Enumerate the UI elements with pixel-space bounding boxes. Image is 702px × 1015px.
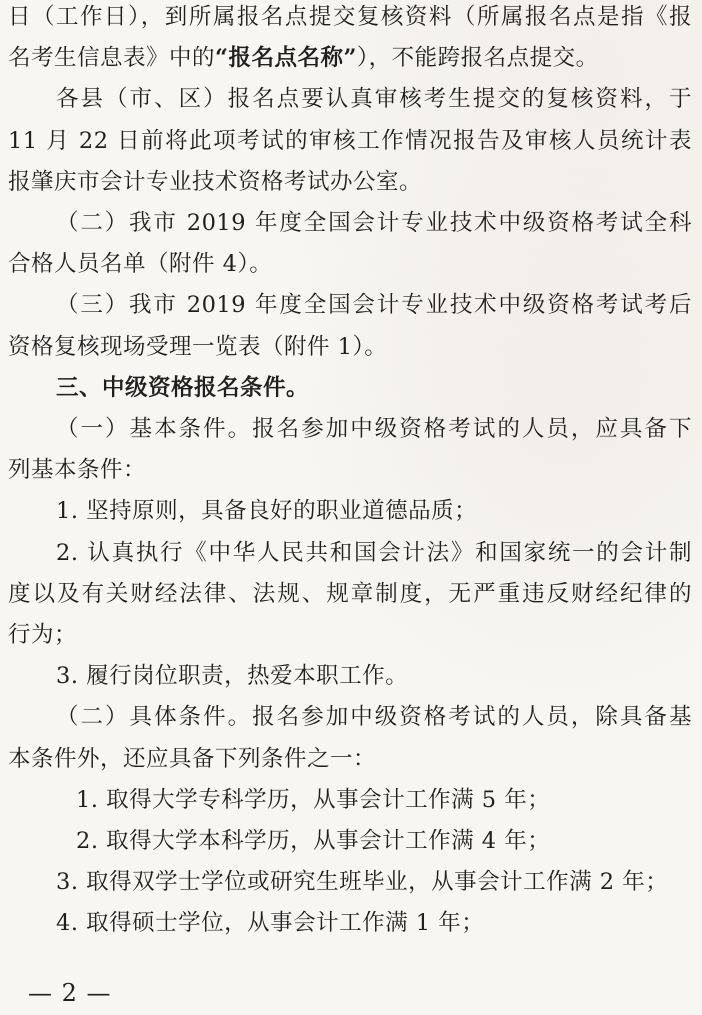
paragraph-line-15: 度以及有关财经法律、法规、规章制度，无严重违反财经纪律的: [8, 580, 692, 607]
line-2-part-a: 名考生信息表》中的: [8, 45, 216, 72]
page-number: — 2 —: [28, 979, 112, 1007]
paragraph-line-6: （二）我市 2019 年度全国会计专业技术中级资格考试全科: [56, 210, 692, 236]
paragraph-line-5: 报肇庆市会计专业技术资格考试办公室。: [8, 168, 423, 195]
paragraph-line-8: （三）我市 2019 年度全国会计专业技术中级资格考试考后: [56, 292, 692, 319]
paragraph-line-12: 列基本条件：: [8, 457, 147, 484]
section-heading-three: 三、中级资格报名条件。: [56, 374, 310, 401]
line-2-part-c: ），不能跨报名点提交。: [356, 45, 599, 72]
paragraph-line-7: 合格人员名单（附件 4）。: [8, 251, 273, 278]
paragraph-line-1: 日（工作日），到所属报名点提交复核资料（所属报名点是指《报: [8, 4, 692, 30]
paragraph-line-3: 各县（市、区）报名点要认真审核考生提交的复核资料，于: [56, 86, 692, 113]
list-item-specific-4: 4. 取得硕士学位，从事会计工作满 1 年；: [56, 910, 485, 937]
list-item-specific-1: 1. 取得大学专科学历，从事会计工作满 5 年；: [76, 786, 551, 813]
paragraph-line-11: （一）基本条件。报名参加中级资格考试的人员，应具备下: [56, 416, 692, 442]
paragraph-line-16: 行为；: [8, 622, 78, 648]
paragraph-line-4: 11 月 22 日前将此项考试的审核工作情况报告及审核人员统计表: [8, 127, 692, 154]
paragraph-line-18: （二）具体条件。报名参加中级资格考试的人员，除具备基: [56, 704, 692, 731]
paragraph-line-2: [8, 43, 599, 73]
list-item-basic-2: 2. 认真执行《中华人民共和国会计法》和国家统一的会计制: [56, 539, 692, 566]
registration-point-name-quote: “报名点名称”: [215, 45, 357, 72]
list-item-specific-3: 3. 取得双学士学位或研究生班毕业，从事会计工作满 2 年；: [56, 869, 669, 896]
list-item-basic-3: 3. 履行岗位职责，热爱本职工作。: [56, 663, 409, 690]
list-item-specific-2: 2. 取得大学本科学历，从事会计工作满 4 年；: [76, 828, 551, 854]
list-item-basic-1: 1. 坚持原则，具备良好的职业道德品质；: [56, 498, 478, 525]
paragraph-line-9: 资格复核现场受理一览表（附件 1）。: [8, 333, 388, 360]
paragraph-line-19: 本条件外，还应具备下列条件之一：: [8, 745, 377, 772]
